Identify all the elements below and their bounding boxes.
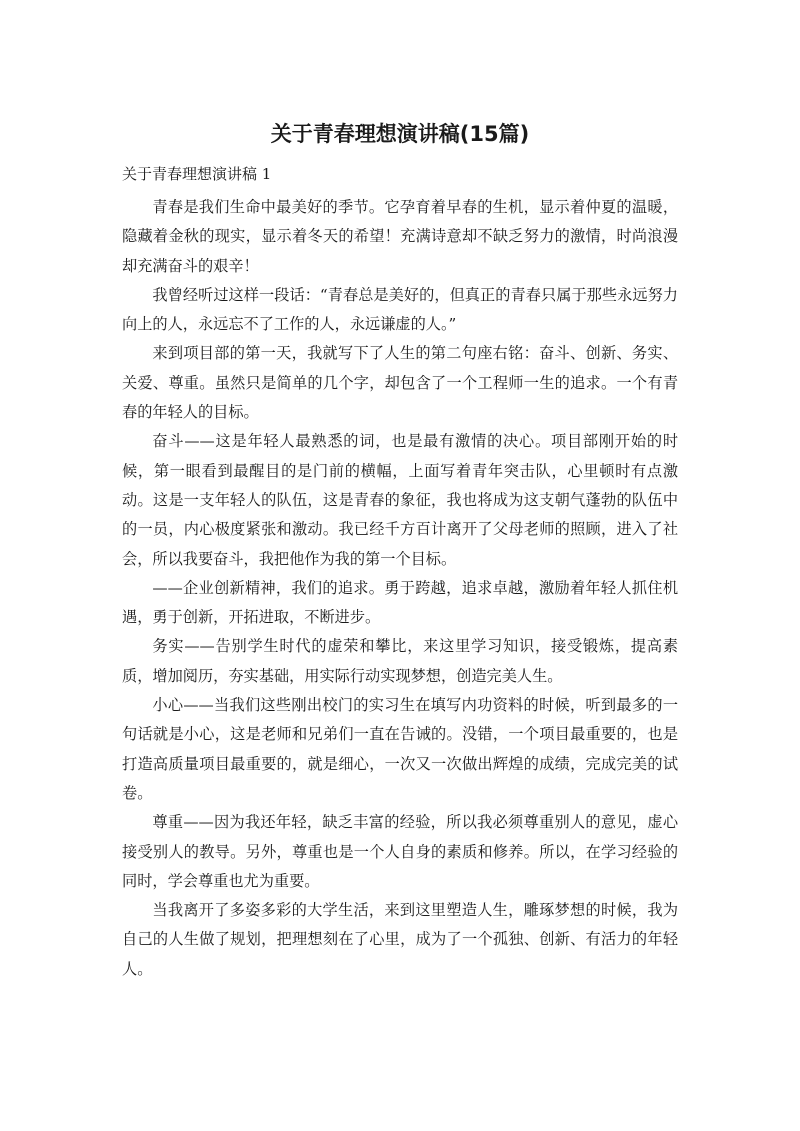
paragraph: 来到项目部的第一天，我就写下了人生的第二句座右铭：奋斗、创新、务实、关爱、尊重。虽然只是简单的几个字，却包含了一个工程师一生的追求。一个有青春的年轻人的目标。 <box>122 344 678 422</box>
paragraph: 务实——告别学生时代的虚荣和攀比，来这里学习知识，接受锻炼，提高素质，增加阅历，夯实基础，用实际行动实现梦想，创造完美人生。 <box>122 637 678 685</box>
section-heading: 关于青春理想演讲稿 1 <box>122 165 272 183</box>
paragraph: 青春是我们生命中最美好的季节。它孕育着早春的生机，显示着仲夏的温暖，隐藏着金秋的现实，显示着冬天的希望！充满诗意却不缺乏努力的激情，时尚浪漫却充满奋斗的艰辛！ <box>122 198 678 275</box>
paragraph: 我曾经听过这样一段话：“青春总是美好的，但真正的青春只属于那些永远努力向上的人，永远忘不了工作的人，永远谦虚的人。” <box>122 285 678 334</box>
paragraph: ——企业创新精神，我们的追求。勇于跨越，追求卓越，激励着年轻人抓住机遇，勇于创新，开拓进取，不断进步。 <box>122 578 678 627</box>
paragraph: 当我离开了多姿多彩的大学生活，来到这里塑造人生，雕琢梦想的时候，我为自己的人生做了规划，把理想刻在了心里，成为了一个孤独、创新、有活力的年轻人。 <box>122 901 678 978</box>
document-title: 关于青春理想演讲稿(15篇) <box>270 122 530 146</box>
document-body <box>122 193 678 984</box>
paragraph: 奋斗——这是年轻人最熟悉的词，也是最有激情的决心。项目部刚开始的时候，第一眼看到最醒目的是门前的横幅，上面写着青年突击队，心里顿时有点激动。这是一支年轻人的队伍，这是青春的象征，我也将成为这支朝气蓬勃的队伍中的一员，内心极度紧张和激动。我已经千方百计离开了父母老师的照顾，进入了社会，所以我要奋斗，我把他作为我的第一个目标。 <box>122 432 678 568</box>
paragraph: 小心——当我们这些刚出校门的实习生在填写内功资料的时候，听到最多的一句话就是小心，这是老师和兄弟们一直在告诫的。没错，一个项目最重要的，也是打造高质量项目最重要的，就是细心，一次又一次做出辉煌的成绩，完成完美的试卷。 <box>122 696 678 802</box>
paragraph: 尊重——因为我还年轻，缺乏丰富的经验，所以我必须尊重别人的意见，虚心接受别人的教导。另外，尊重也是一个人自身的素质和修养。所以，在学习经验的同时，学会尊重也尤为重要。 <box>122 813 678 890</box>
